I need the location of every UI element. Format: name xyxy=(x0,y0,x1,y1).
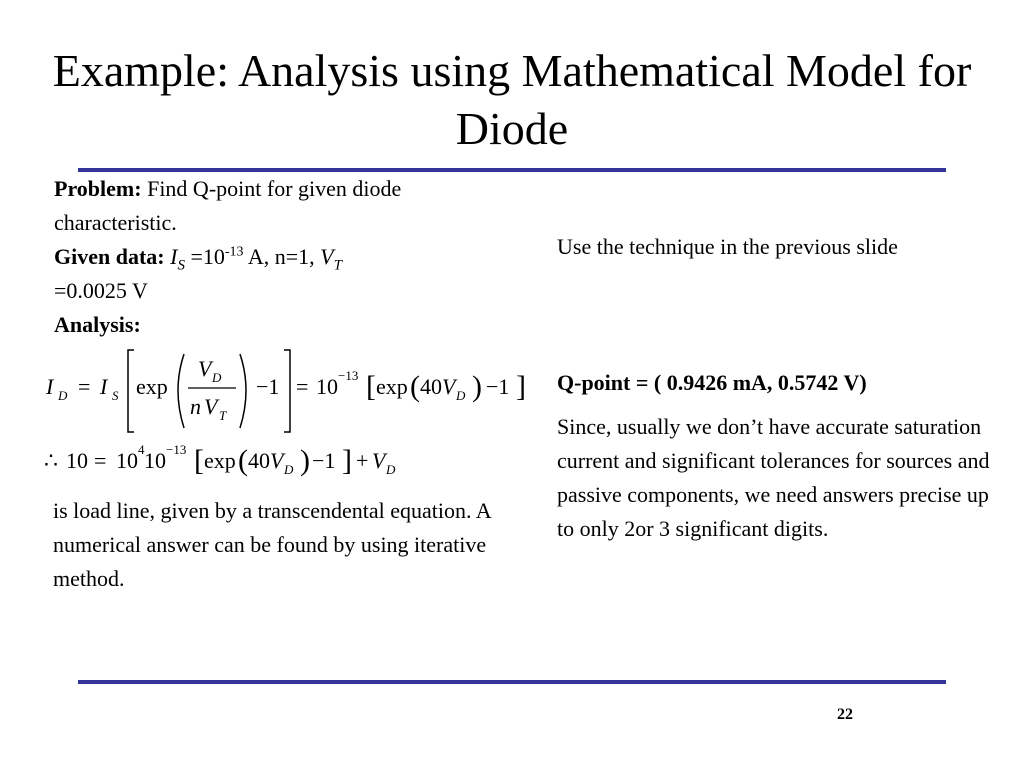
eq1-equals: = xyxy=(78,374,91,399)
eq1-ten-exp: −13 xyxy=(338,368,359,383)
eq1-is: I xyxy=(100,374,108,399)
eq2-vd2: V xyxy=(372,448,386,473)
eq2-ten4: 10 xyxy=(116,448,138,473)
eq2-vd2-sub: D xyxy=(386,462,396,477)
eq2-bracket-open: [ xyxy=(194,444,204,477)
eq2-bracket-close: ] xyxy=(342,444,352,477)
eq2-therefore: ∴ xyxy=(44,448,58,473)
given-is-eq: =10 xyxy=(184,244,225,269)
eq1-minus-one-2: −1 xyxy=(486,374,510,399)
eq1-left-bracket xyxy=(128,350,134,432)
eq1-num: V xyxy=(198,356,212,381)
bottom-divider xyxy=(78,680,946,684)
technique-note: Use the technique in the previous slide xyxy=(557,234,898,259)
eq1-right-bracket xyxy=(284,350,290,432)
equation-load-line xyxy=(44,442,396,477)
eq2-ten: 10 xyxy=(66,448,88,473)
eq1-exp: exp xyxy=(136,374,168,399)
given-is-exp: -13 xyxy=(224,244,244,260)
eq2-paren-open: ( xyxy=(238,444,248,477)
problem-label: Problem: xyxy=(54,176,142,201)
eq1-equals-2: = xyxy=(296,374,309,399)
eq2-vd-sub: D xyxy=(284,462,294,477)
eq1-bracket-open: [ xyxy=(366,370,376,403)
given-data xyxy=(54,240,524,308)
eq1-forty: 40 xyxy=(420,374,442,399)
equations-block xyxy=(40,342,540,482)
problem-statement xyxy=(54,172,524,240)
eq1-right-paren xyxy=(240,354,246,428)
given-vt-symbol: V xyxy=(320,244,334,269)
slide-title: Example: Analysis using Mathematical Model for Diode xyxy=(52,45,972,154)
eq1-vd-sub: D xyxy=(456,388,466,403)
eq2-paren-close: ) xyxy=(300,444,310,477)
eq1-exp-2: exp xyxy=(376,374,408,399)
eq1-left-paren xyxy=(178,354,184,428)
given-label: Given data: xyxy=(54,244,165,269)
equation-diode-current xyxy=(45,350,526,432)
given-vt-value: =0.0025 V xyxy=(54,278,148,303)
eq2-ten13-exp: −13 xyxy=(166,442,187,457)
eq1-lhs-sub: D xyxy=(58,388,68,403)
eq1-bracket-close: ] xyxy=(516,370,526,403)
eq1-paren-close: ) xyxy=(472,370,482,403)
given-is-rest: A, n=1, xyxy=(243,244,321,269)
eq2-ten13: 10 xyxy=(144,448,166,473)
eq1-vd: V xyxy=(442,374,456,399)
eq1-is-sub: S xyxy=(112,388,119,403)
problem-block xyxy=(54,172,524,342)
eq1-paren-open: ( xyxy=(410,370,420,403)
eq2-equals: = xyxy=(94,448,107,473)
analysis-label: Analysis: xyxy=(54,312,141,337)
eq1-lhs: I xyxy=(46,374,54,399)
eq2-exp: exp xyxy=(204,448,236,473)
eq1-den-sub: T xyxy=(219,408,227,423)
eq2-forty: 40 xyxy=(248,448,270,473)
eq1-ten: 10 xyxy=(316,374,338,399)
eq2-plus: + xyxy=(356,448,369,473)
page-number: 22 xyxy=(837,706,853,723)
eq1-num-sub: D xyxy=(212,370,222,385)
given-vt-sub: T xyxy=(333,257,342,274)
eq2-ten4-exp: 4 xyxy=(138,442,145,457)
equations-svg xyxy=(40,342,540,482)
given-is-symbol: I xyxy=(170,244,178,269)
eq1-den-v: V xyxy=(204,394,218,419)
precision-note: Since, usually we don’t have accurate saturation current and significant tolerances for sources and passive components, we need answers precise up to only 2or 3 significant digits. xyxy=(557,414,990,541)
eq1-minus-one: −1 xyxy=(256,374,280,399)
q-point-result: Q-point = ( 0.9426 mA, 0.5742 V) xyxy=(557,370,867,395)
eq2-minus-one: −1 xyxy=(312,448,336,473)
problem-text: Find Q-point for given diode characteristic. xyxy=(54,176,402,235)
eq2-vd: V xyxy=(270,448,284,473)
given-is-sub: S xyxy=(177,257,185,274)
eq1-den-n: n xyxy=(190,394,201,419)
load-line-description: is load line, given by a transcendental equation. A numerical answer can be found by using iterative method. xyxy=(53,498,491,591)
